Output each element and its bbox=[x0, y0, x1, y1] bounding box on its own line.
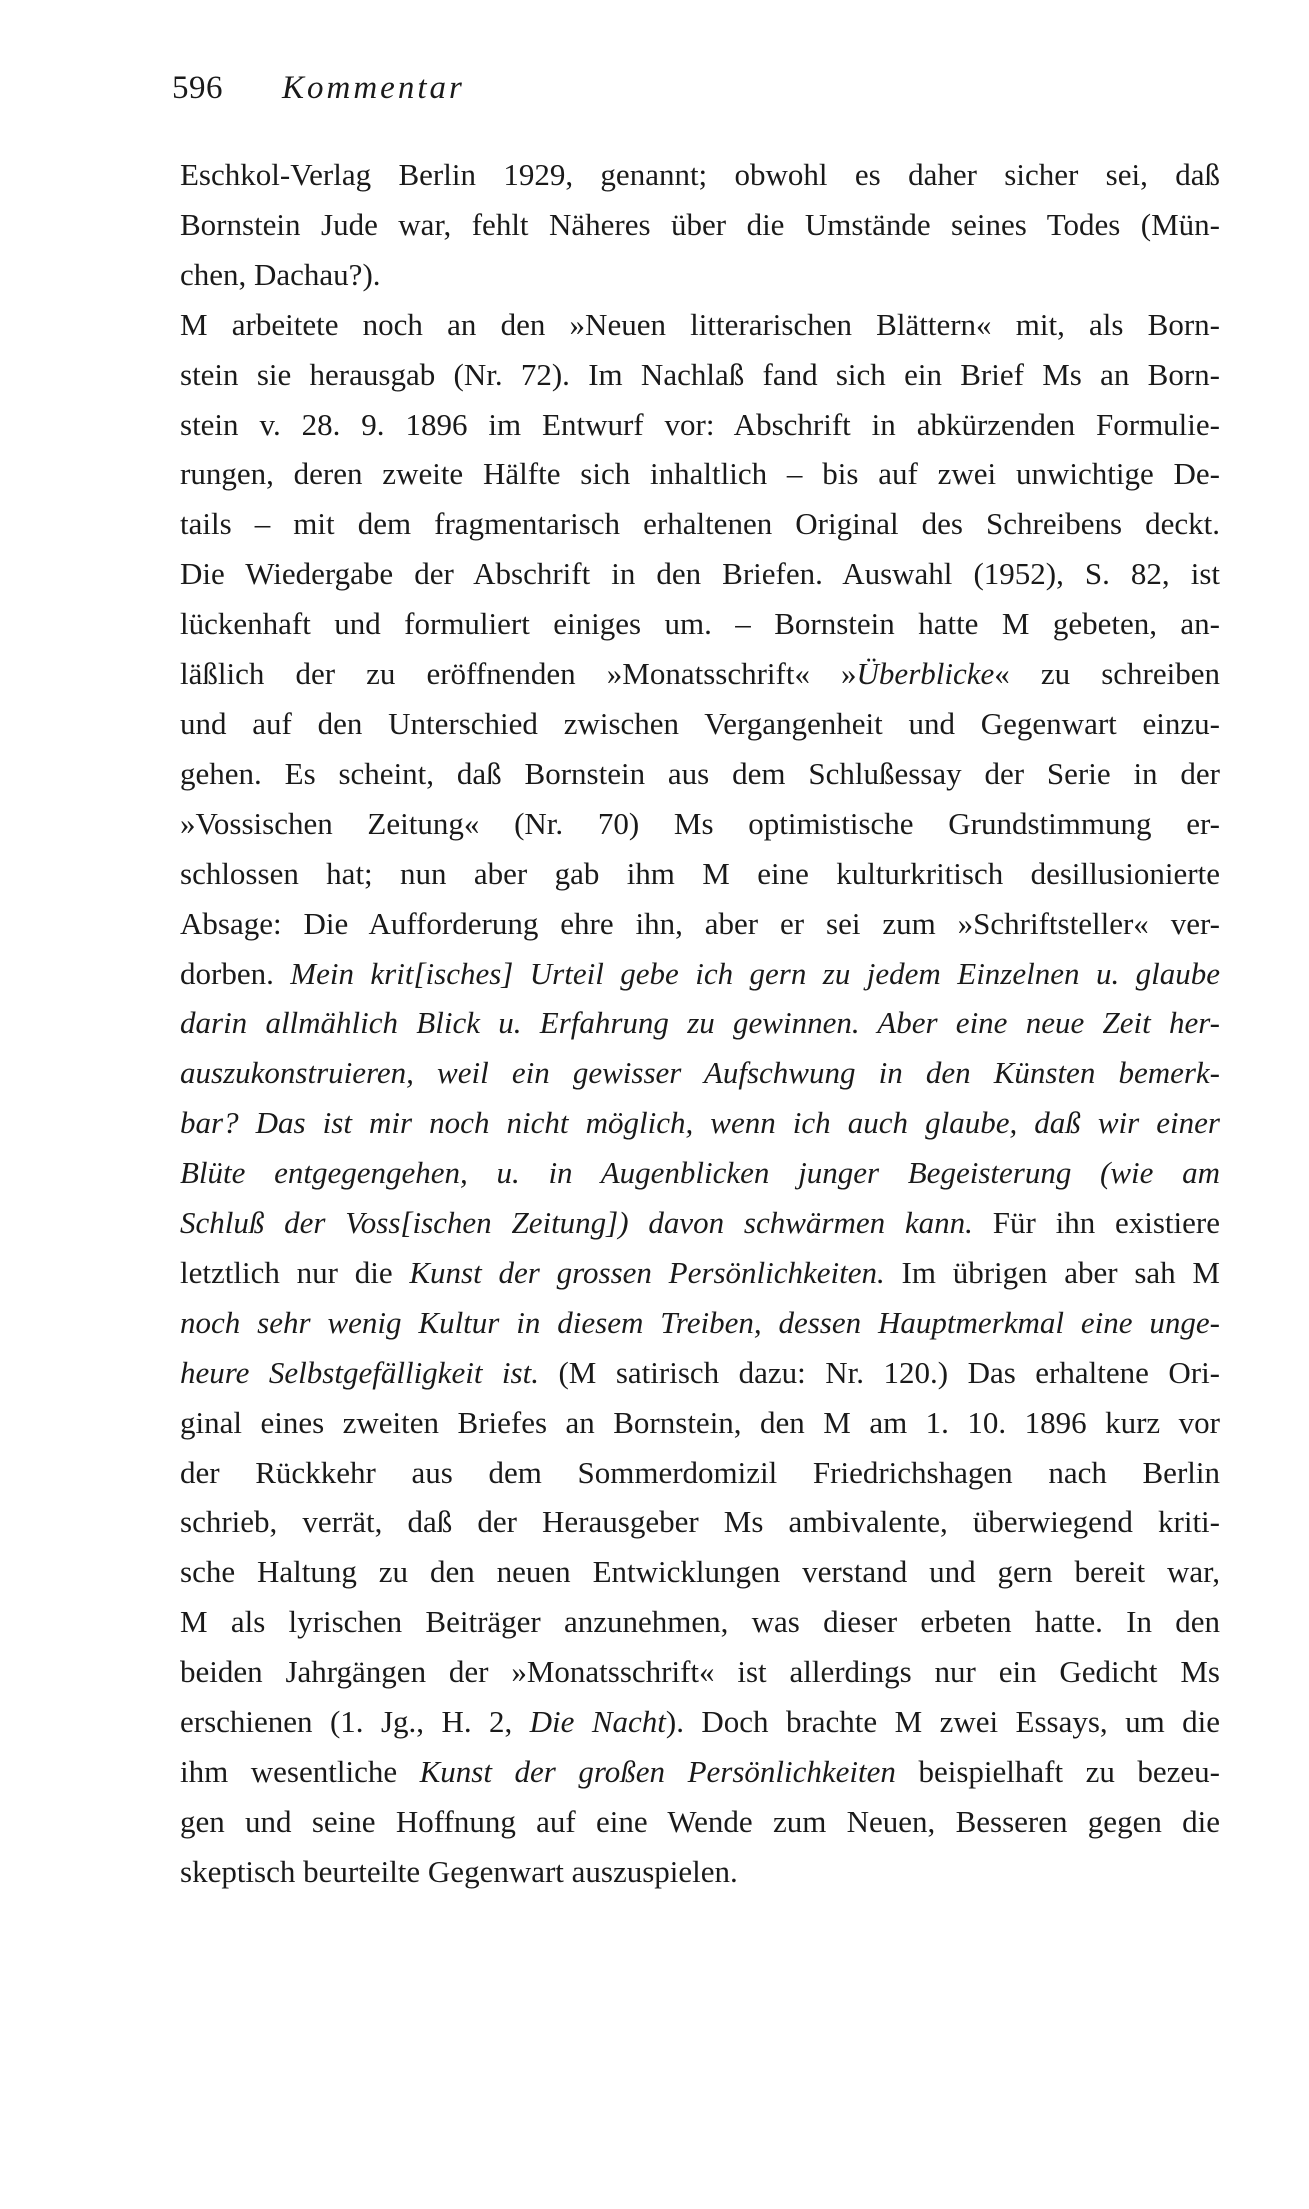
text-line bbox=[180, 449, 1220, 499]
text-segment: ginal eines zweiten Briefes an Bornstein, den M am 1. 10. 1896 kurz vor bbox=[180, 1404, 1220, 1440]
text-line bbox=[180, 200, 1220, 250]
text-segment: beispielhaft zu bezeu- bbox=[895, 1754, 1220, 1789]
text-line bbox=[180, 899, 1220, 949]
text-line bbox=[180, 1847, 1220, 1897]
text-segment: Im übrigen aber sah M bbox=[884, 1254, 1220, 1290]
text-segment: dorben. bbox=[180, 955, 291, 991]
text-line bbox=[180, 849, 1220, 899]
text-line bbox=[180, 599, 1220, 649]
text-line bbox=[180, 1248, 1220, 1298]
text-segment: beiden Jahrgängen der »Monatsschrift« ist allerdings nur ein Gedicht Ms bbox=[180, 1654, 1220, 1690]
italic-text: darin allmählich Blick u. Erfahrung zu gewinnen. Aber eine neue Zeit her- bbox=[180, 1005, 1220, 1041]
text-line bbox=[180, 499, 1220, 549]
text-line bbox=[180, 1398, 1220, 1448]
text-line bbox=[180, 1647, 1220, 1697]
text-segment: erschienen (1. Jg., H. 2, bbox=[180, 1704, 530, 1740]
text-line bbox=[180, 649, 1220, 699]
italic-text: Die Nacht bbox=[529, 1704, 666, 1740]
text-segment: schlossen hat; nun aber gab ihm M eine kulturkritisch desillusionierte bbox=[180, 855, 1220, 891]
text-line bbox=[180, 1597, 1220, 1647]
text-line bbox=[180, 1547, 1220, 1597]
running-head bbox=[172, 70, 465, 107]
text-segment: M als lyrischen Beiträger anzunehmen, was dieser erbeten hatte. In den bbox=[180, 1604, 1220, 1640]
text-line bbox=[180, 1148, 1220, 1198]
text-segment: chen, Dachau?). bbox=[180, 256, 381, 292]
text-segment: Bornstein Jude war, fehlt Näheres über die Umstände seines Todes (Mün- bbox=[180, 206, 1220, 242]
text-line bbox=[180, 350, 1220, 400]
text-segment: gehen. Es scheint, daß Bornstein aus dem Schlußessay der Serie in der bbox=[180, 755, 1220, 791]
text-segment: ihm wesentliche bbox=[180, 1754, 420, 1789]
text-segment: « zu schreiben bbox=[994, 656, 1220, 692]
text-segment: läßlich der zu eröffnenden »Monatsschrift« » bbox=[180, 656, 857, 692]
text-line bbox=[180, 1747, 1220, 1797]
text-segment: (M satirisch dazu: Nr. 120.) Das erhaltene Ori- bbox=[538, 1354, 1220, 1390]
text-line bbox=[180, 1697, 1220, 1747]
running-head-title: Kommentar bbox=[282, 70, 465, 106]
text-segment: lückenhaft und formuliert einiges um. – Bornstein hatte M gebeten, an- bbox=[180, 606, 1220, 642]
italic-text: Mein krit[isches] Urteil gebe ich gern zu jedem Einzelnen u. glaube bbox=[290, 955, 1220, 991]
text-segment: tails – mit dem fragmentarisch erhaltenen Original des Schreibens deckt. bbox=[180, 506, 1220, 542]
text-segment: gen und seine Hoffnung auf eine Wende zum Neuen, Besseren gegen die bbox=[180, 1803, 1220, 1839]
text-segment: letztlich nur die bbox=[180, 1254, 410, 1290]
italic-text: Schluß der Voss[ischen Zeitung]) davon schwärmen kann. bbox=[180, 1205, 973, 1241]
text-line bbox=[180, 1048, 1220, 1098]
text-line bbox=[180, 1348, 1220, 1398]
text-segment: »Vossischen Zeitung« (Nr. 70) Ms optimistische Grundstimmung er- bbox=[180, 805, 1220, 841]
text-segment: Die Wiedergabe der Abschrift in den Briefen. Auswahl (1952), S. 82, ist bbox=[180, 556, 1220, 592]
text-segment: stein sie herausgab (Nr. 72). Im Nachlaß fand sich ein Brief Ms an Born- bbox=[180, 356, 1220, 392]
text-segment: M arbeitete noch an den »Neuen litterarischen Blättern« mit, als Born- bbox=[180, 306, 1220, 342]
text-segment: stein v. 28. 9. 1896 im Entwurf vor: Abschrift in abkürzenden Formulie- bbox=[180, 406, 1220, 442]
text-line bbox=[180, 1797, 1220, 1847]
text-line bbox=[180, 1298, 1220, 1348]
text-line bbox=[180, 699, 1220, 749]
text-line bbox=[180, 549, 1220, 599]
italic-text: noch sehr wenig Kultur in diesem Treiben, dessen Hauptmerkmal eine unge- bbox=[180, 1304, 1220, 1340]
italic-text: auszukonstruieren, weil ein gewisser Aufschwung in den Künsten bemerk- bbox=[180, 1055, 1220, 1091]
page-number: 596 bbox=[172, 70, 223, 106]
text-segment: sche Haltung zu den neuen Entwicklungen verstand und gern bereit war, bbox=[180, 1554, 1220, 1590]
text-line bbox=[180, 1098, 1220, 1148]
text-segment: und auf den Unterschied zwischen Vergangenheit und Gegenwart einzu- bbox=[180, 705, 1220, 741]
text-segment: der Rückkehr aus dem Sommerdomizil Friedrichshagen nach Berlin bbox=[180, 1454, 1220, 1490]
text-segment: Eschkol-Verlag Berlin 1929, genannt; obwohl es daher sicher sei, daß bbox=[180, 157, 1220, 192]
text-segment: schrieb, verrät, daß der Herausgeber Ms ambivalente, überwiegend kriti- bbox=[180, 1504, 1220, 1540]
commentary-text bbox=[180, 150, 1220, 1897]
text-line bbox=[180, 300, 1220, 350]
text-line bbox=[180, 749, 1220, 799]
italic-text: Überblicke bbox=[856, 656, 995, 692]
text-segment: skeptisch beurteilte Gegenwart auszuspielen. bbox=[180, 1853, 738, 1889]
italic-text: Kunst der grossen Persönlichkeiten. bbox=[409, 1254, 885, 1290]
text-segment: Absage: Die Aufforderung ehre ihn, aber er sei zum »Schriftsteller« ver- bbox=[180, 905, 1220, 941]
text-segment: rungen, deren zweite Hälfte sich inhaltlich – bis auf zwei unwichtige De- bbox=[180, 456, 1220, 492]
text-segment: ). Doch brachte M zwei Essays, um die bbox=[665, 1704, 1220, 1740]
italic-text: bar? Das ist mir noch nicht möglich, wenn ich auch glaube, daß wir einer bbox=[180, 1105, 1220, 1141]
text-line bbox=[180, 1497, 1220, 1547]
text-segment: Für ihn existiere bbox=[972, 1205, 1220, 1241]
text-line bbox=[180, 1448, 1220, 1498]
text-line bbox=[180, 949, 1220, 999]
italic-text: Blüte entgegengehen, u. in Augenblicken junger Begeisterung (wie am bbox=[180, 1155, 1220, 1191]
text-line bbox=[180, 250, 1220, 300]
text-line bbox=[180, 998, 1220, 1048]
italic-text: Kunst der großen Persönlichkeiten bbox=[419, 1754, 896, 1789]
text-line bbox=[180, 1198, 1220, 1248]
text-line bbox=[180, 150, 1220, 200]
italic-text: heure Selbstgefälligkeit ist. bbox=[180, 1354, 539, 1390]
text-line bbox=[180, 799, 1220, 849]
text-line bbox=[180, 400, 1220, 450]
